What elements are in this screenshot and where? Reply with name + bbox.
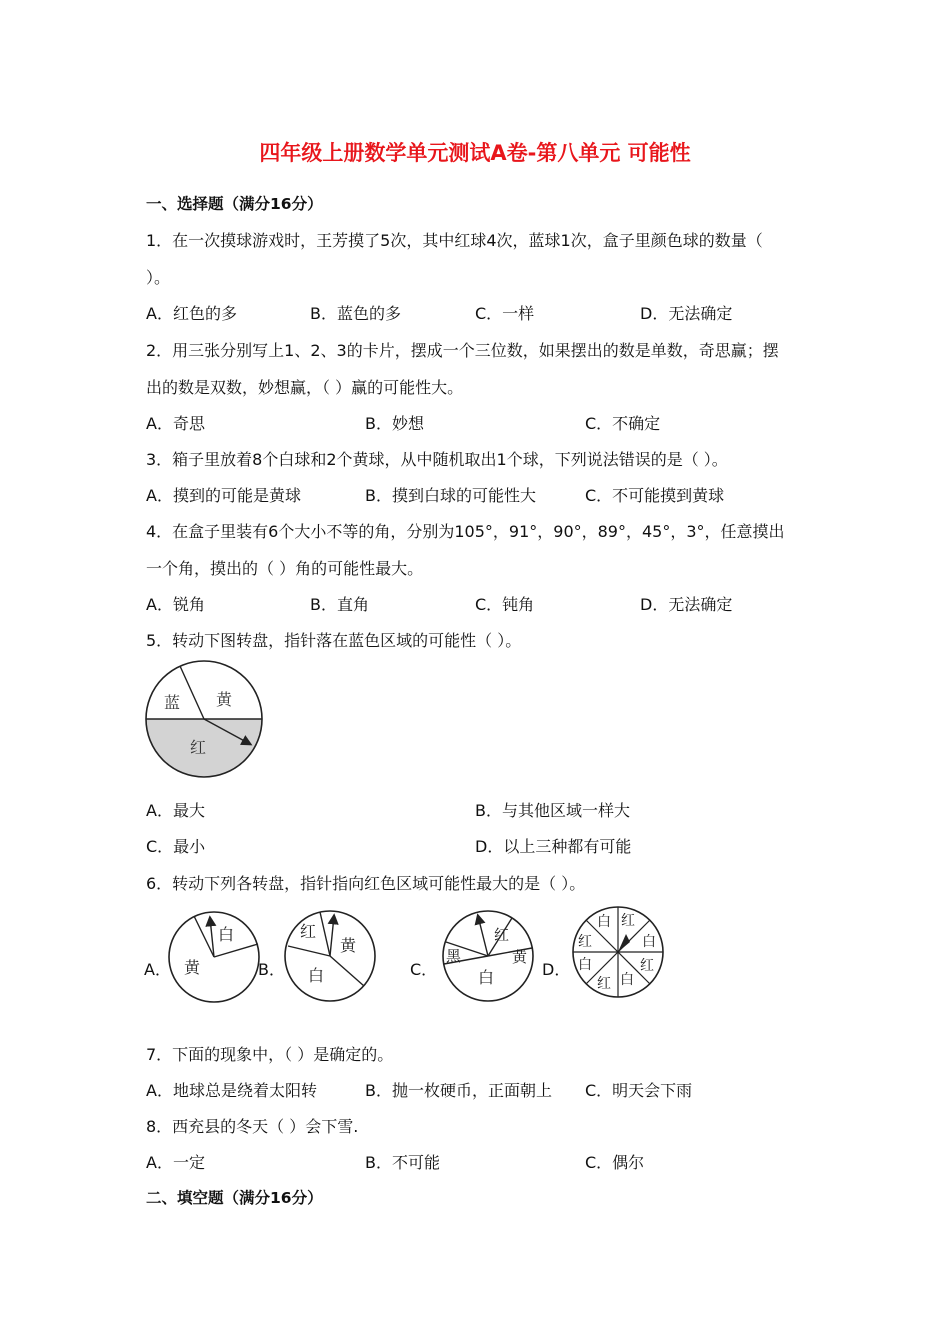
q6-option-b[interactable]: B． bbox=[258, 960, 285, 979]
q6-option-d[interactable]: D． bbox=[542, 960, 571, 979]
spinner-d-seg-3: 白 bbox=[642, 934, 656, 950]
spinner-b-yellow: 黄 bbox=[340, 936, 357, 955]
question-7-line-1: 7．下面的现象中，（ ）是确定的。 bbox=[146, 1045, 394, 1064]
spinner-d-seg-6: 红 bbox=[597, 976, 611, 992]
question-3-line-1: 3．箱子里放着8个白球和2个黄球，从中随机取出1个球，下列说法错误的是（ ）。 bbox=[146, 450, 728, 469]
q5-option-b[interactable]: B．与其他区域一样大 bbox=[475, 801, 630, 820]
q7-option-b[interactable]: B．抛一枚硬币，正面朝上 bbox=[365, 1081, 552, 1100]
q5-option-c[interactable]: C．最小 bbox=[146, 837, 206, 856]
spinner-label-red: 红 bbox=[190, 738, 207, 757]
page-title: 四年级上册数学单元测试A卷-第八单元 可能性 bbox=[259, 141, 691, 165]
question-2-line-1: 2．用三张分别写上1、2、3的卡片，摆成一个三位数，如果摆出的数是单数，奇思赢；摆 bbox=[146, 341, 779, 360]
q5-option-d[interactable]: D．以上三种都有可能 bbox=[475, 837, 632, 856]
question-2-line-2: 出的数是双数，妙想赢，（ ）赢的可能性大。 bbox=[146, 378, 464, 397]
spinner-label-blue: 蓝 bbox=[164, 693, 181, 712]
q3-option-c[interactable]: C．不可能摸到黄球 bbox=[585, 486, 725, 505]
spinner-a-yellow: 黄 bbox=[184, 958, 201, 977]
q2-option-c[interactable]: C．不确定 bbox=[585, 414, 661, 433]
q5-spinner-figure bbox=[142, 660, 268, 784]
section-heading-choice: 一、选择题（满分16分） bbox=[146, 195, 323, 213]
spinner-c-pointer bbox=[478, 916, 488, 956]
spinner-a-white: 白 bbox=[218, 925, 235, 944]
q1-option-a[interactable]: A．红色的多 bbox=[146, 304, 237, 323]
q4-option-c[interactable]: C．钝角 bbox=[475, 595, 535, 614]
q2-option-b[interactable]: B．妙想 bbox=[365, 414, 424, 433]
q1-option-d[interactable]: D．无法确定 bbox=[640, 304, 733, 323]
spinner-c-white: 白 bbox=[478, 968, 495, 987]
question-8-line-1: 8．西充县的冬天（ ）会下雪. bbox=[146, 1117, 359, 1136]
q6-spinner-a[interactable] bbox=[166, 910, 262, 1004]
spinner-d-seg-4: 红 bbox=[640, 958, 654, 974]
q6-option-c[interactable]: C． bbox=[410, 960, 438, 979]
question-6-line-1: 6．转动下列各转盘，指针指向红色区域可能性最大的是（ ）。 bbox=[146, 874, 586, 893]
spinner-d-seg-7: 白 bbox=[578, 957, 592, 973]
spinner-d-seg-5: 白 bbox=[620, 972, 634, 988]
q2-option-a[interactable]: A．奇思 bbox=[146, 414, 205, 433]
spinner-c-black: 黑 bbox=[446, 947, 462, 965]
spinner-b-white: 白 bbox=[308, 966, 325, 985]
q8-option-b[interactable]: B．不可能 bbox=[365, 1153, 440, 1172]
spinner-d-seg-8: 红 bbox=[578, 934, 592, 950]
question-1-line-1: 1．在一次摸球游戏时，王芳摸了5次，其中红球4次，蓝球1次，盒子里颜色球的数量（ bbox=[146, 231, 763, 250]
q6-spinner-d[interactable] bbox=[570, 904, 666, 1000]
q4-option-a[interactable]: A．锐角 bbox=[146, 595, 205, 614]
q1-option-b[interactable]: B．蓝色的多 bbox=[310, 304, 401, 323]
spinner-b-pointer bbox=[330, 916, 334, 956]
q3-option-b[interactable]: B．摸到白球的可能性大 bbox=[365, 486, 536, 505]
question-4-line-1: 4．在盒子里装有6个大小不等的角，分别为105°，91°，90°，89°，45°，3°，任意摸出 bbox=[146, 522, 785, 541]
section-heading-fill-blank: 二、填空题（满分16分） bbox=[146, 1189, 323, 1207]
spinner-d-pointer bbox=[618, 934, 630, 952]
q7-option-c[interactable]: C．明天会下雨 bbox=[585, 1081, 693, 1100]
spinner-label-yellow: 黄 bbox=[216, 690, 233, 709]
q6-spinner-b[interactable] bbox=[282, 908, 378, 1004]
question-5-line-1: 5．转动下图转盘，指针落在蓝色区域的可能性（ ）。 bbox=[146, 631, 522, 650]
q4-option-b[interactable]: B．直角 bbox=[310, 595, 369, 614]
spinner-c-yellow: 黄 bbox=[512, 948, 528, 966]
spinner-d-seg-2: 红 bbox=[621, 913, 635, 929]
q1-option-c[interactable]: C．一样 bbox=[475, 304, 535, 323]
q7-option-a[interactable]: A．地球总是绕着太阳转 bbox=[146, 1081, 317, 1100]
q4-option-d[interactable]: D．无法确定 bbox=[640, 595, 733, 614]
q3-option-a[interactable]: A．摸到的可能是黄球 bbox=[146, 486, 301, 505]
question-1-line-2: ）。 bbox=[146, 268, 171, 287]
question-4-line-2: 一个角，摸出的（ ）角的可能性最大。 bbox=[146, 559, 424, 578]
spinner-b-red: 红 bbox=[300, 922, 317, 941]
q8-option-c[interactable]: C．偶尔 bbox=[585, 1153, 645, 1172]
spinner-c-red: 红 bbox=[494, 926, 510, 944]
q8-option-a[interactable]: A．一定 bbox=[146, 1153, 205, 1172]
spinner-d-seg-1: 白 bbox=[597, 914, 611, 930]
q6-option-a[interactable]: A． bbox=[144, 960, 171, 979]
q6-spinner-c[interactable] bbox=[440, 908, 536, 1004]
q5-option-a[interactable]: A．最大 bbox=[146, 801, 205, 820]
